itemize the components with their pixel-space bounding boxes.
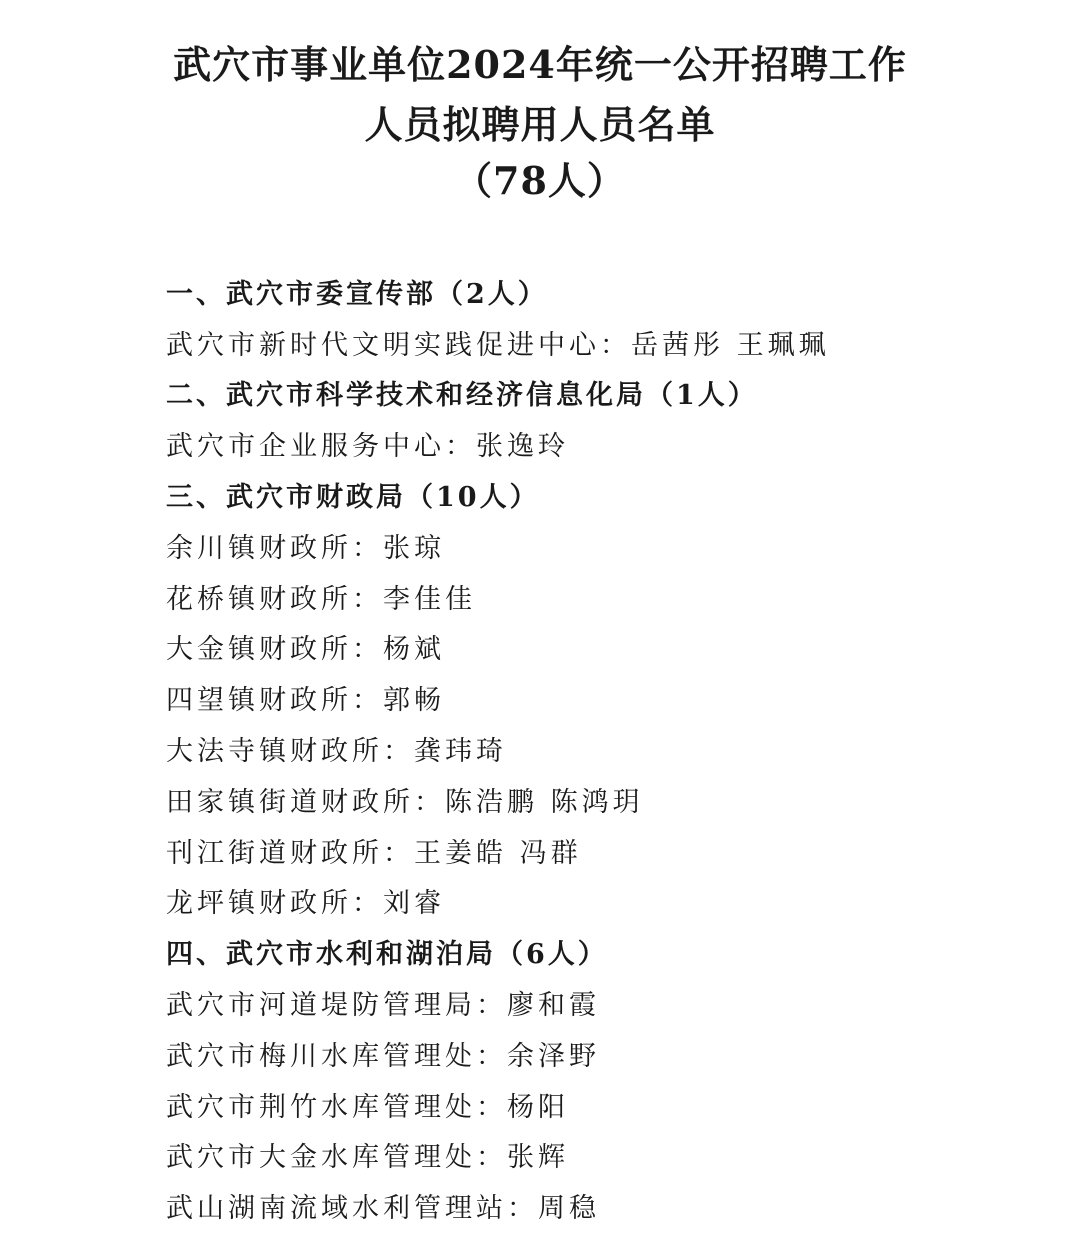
list-item: 大金镇财政所：杨斌 — [166, 634, 445, 665]
section-heading-3: 三、武穴市财政局（10人） — [166, 482, 540, 513]
list-item: 大法寺镇财政所：龚玮琦 — [166, 736, 507, 767]
list-item: 田家镇街道财政所：陈浩鹏 陈鸿玥 — [166, 787, 644, 818]
list-item: 花桥镇财政所：李佳佳 — [166, 584, 476, 615]
title-line-2: 人员拟聘用人员名单 — [364, 102, 716, 147]
list-item: 刊江街道财政所：王姜皓 冯群 — [166, 838, 582, 869]
section-heading-2: 二、武穴市科学技术和经济信息化局（1人） — [166, 380, 758, 411]
list-item: 武山湖南流域水利管理站：周稳 — [166, 1193, 600, 1224]
section-heading-1: 一、武穴市委宣传部（2人） — [166, 279, 548, 310]
list-item: 四望镇财政所：郭畅 — [166, 685, 445, 716]
list-item: 武穴市荆竹水库管理处：杨阳 — [166, 1092, 569, 1123]
list-item: 武穴市河道堤防管理局：廖和霞 — [166, 990, 600, 1021]
list-item: 武穴市梅川水库管理处：余泽野 — [166, 1041, 600, 1072]
list-item: 武穴市企业服务中心：张逸玲 — [166, 431, 569, 462]
list-item: 余川镇财政所：张琼 — [166, 533, 445, 564]
title-line-1: 武穴市事业单位2024年统一公开招聘工作 — [173, 42, 907, 87]
list-item: 武穴市大金水库管理处：张辉 — [166, 1142, 569, 1173]
section-heading-4: 四、武穴市水利和湖泊局（6人） — [166, 939, 608, 970]
title-line-3: （78人） — [454, 158, 626, 203]
list-item: 武穴市新时代文明实践促进中心：岳茜彤 王珮珮 — [166, 330, 830, 361]
list-item: 龙坪镇财政所：刘睿 — [166, 888, 445, 919]
